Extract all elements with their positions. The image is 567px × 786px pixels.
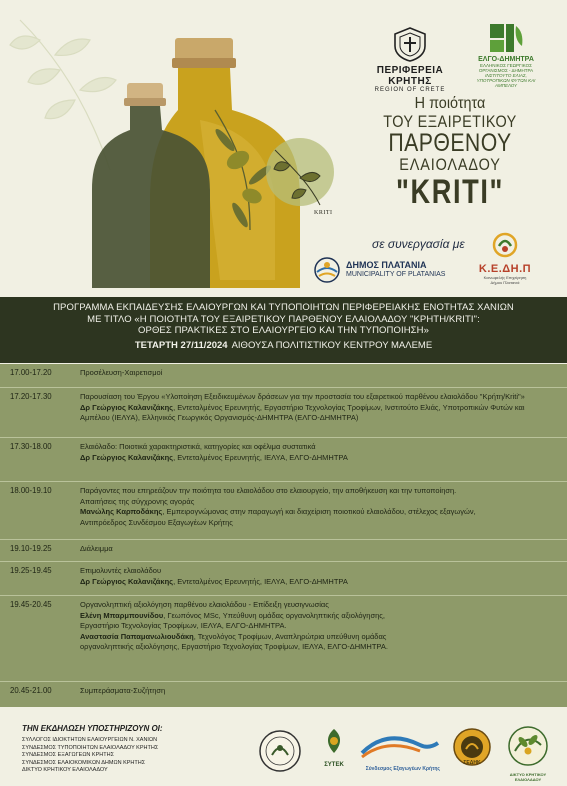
schedule-row xyxy=(0,388,567,438)
sedik-label: ΣΕΔΗΚ xyxy=(463,760,481,766)
speaker-name: Δρ Γεώργιος Καλανιζάκης xyxy=(80,452,174,462)
schedule-time: 17.00-17.20 xyxy=(10,368,52,377)
schedule-description xyxy=(80,442,558,463)
speaker-role: , Εντεταλμένος Ερευνητής, ΙΕΛΥΑ, ΕΛΓΟ-ΔΗΜΗΤΡΑ xyxy=(173,452,348,462)
platanias-subtitle: MUNICIPALITY OF PLATANIAS xyxy=(346,271,446,278)
program-line-2: ΜΕ ΤΙΤΛΟ «Η ΠΟΙΟΤΗΤΑ ΤΟΥ ΕΞΑΙΡΕΤΙΚΟΥ ΠΑΡΘΕΝΟΥ ΕΛΑΙΟΛΑΔΟΥ "ΚΡΗΤΗ/KRITI": xyxy=(87,313,480,325)
hero-section xyxy=(0,0,567,297)
schedule-table xyxy=(0,364,567,707)
schedule-time: 18.00-19.10 xyxy=(10,486,52,495)
olive-mill-association-seal-icon xyxy=(258,729,302,773)
supporters-title: ΤΗΝ ΕΚΔΗΛΩΣΗ ΥΠΟΣΤΗΡΙΖΟΥΝ ΟΙ: xyxy=(22,724,163,733)
region-of-crete-logo xyxy=(364,26,456,93)
schedule-speaker-line xyxy=(80,611,558,622)
schedule-topic-cont: Απαιτήσεις της σύγχρονης αγοράς xyxy=(80,496,195,506)
cretan-olive-oil-network-logo xyxy=(502,725,554,782)
sytek-emblem-icon xyxy=(321,727,347,757)
kedhp-emblem-icon xyxy=(490,232,520,258)
schedule-topic: Ελαιόλαδο: Ποιοτικά χαρακτηριστικά, κατηγορίες και οφέλιμα συστατικά xyxy=(80,442,316,451)
footer-supporters xyxy=(0,707,567,786)
partnership-label: σε συνεργασία με xyxy=(372,237,465,251)
schedule-speaker-line xyxy=(80,453,558,464)
schedule-speaker-affiliation: Εργαστήριο Τεχνολογίας Τροφίμων, ΙΕΛΥΑ, ΕΛΓΟ-ΔΗΜΗΤΡΑ. xyxy=(80,621,287,630)
event-date: ΤΕΤΑΡΤΗ 27/11/2024 xyxy=(134,339,228,351)
schedule-speaker-affiliation: Αμπέλου (ΙΕΛΥΑ), Ελληνικός Γεωργικός Οργανισμός-ΔΗΜΗΤΡΑ (ΕΛΓΟ-ΔΗΜΗΤΡΑ) xyxy=(80,413,359,422)
title-line-4: ΕΛΑΙΟΛΑΔΟΥ xyxy=(399,155,501,174)
schedule-topic: Συμπεράσματα-Συζήτηση xyxy=(80,686,166,695)
speaker-role: , Γεωπόνος MSc, Υπεύθυνη ομάδας οργανοληπτικής αξιολόγησης, xyxy=(163,610,385,620)
sponsor-logos xyxy=(252,725,557,780)
wheat-leaf-icon xyxy=(486,22,526,54)
program-line-3: ΟΡΘΕΣ ΠΡΑΚΤΙΚΕΣ ΣΤΟ ΕΛΑΙΟΥΡΓΕΙΟ ΚΑΙ ΤΗΝ ΤΥΠΟΠΟΙΗΣΗ» xyxy=(138,325,429,336)
schedule-row xyxy=(0,482,567,540)
speaker-name: Αναστασία Παπαμανωλιουδάκη xyxy=(80,631,194,641)
schedule-row xyxy=(0,596,567,682)
schedule-description xyxy=(80,368,558,379)
schedule-description xyxy=(80,566,558,587)
region-name: ΠΕΡΙΦΕΡΕΙΑ ΚΡΗΤΗΣ xyxy=(376,65,444,87)
schedule-time: 17.20-17.30 xyxy=(10,392,52,401)
sytek-logo xyxy=(314,727,354,768)
region-subtitle: REGION OF CRETE xyxy=(374,87,446,93)
supporter-item: ΣΥΝΔΕΣΜΟΣ ΕΛΑΙΟΚΟΜΙΚΩΝ ΔΗΜΩΝ ΚΡΗΤΗΣ xyxy=(22,759,146,766)
schedule-row xyxy=(0,364,567,388)
schedule-topic: Παρουσίαση του Έργου «Υλοποίηση Εξειδικευμένων δράσεων για την προστασία του εξαιρετικού παρθένου ελαιολάδου "Κρήτη/Kriti"» xyxy=(80,392,525,401)
schedule-topic: Επιμολυντές ελαιολάδου xyxy=(80,566,162,575)
kedhp-logo xyxy=(470,232,540,285)
supporter-item: ΔΙΚΤΥΟ ΚΡΗΤΙΚΟΥ ΕΛΑΙΟΛΑΔΟΥ xyxy=(22,767,108,773)
supporters-list xyxy=(22,737,158,775)
kedhp-subtitle-1: Κοινωφελής Επιχείρηση xyxy=(483,275,527,280)
greek-crest-icon xyxy=(393,26,427,62)
schedule-topic: Παράγοντες που επηρεάζουν την ποιότητα του ελαιολάδου στο ελαιουργείο, την αποθήκευση και την τυποποίηση. xyxy=(80,486,457,495)
schedule-row xyxy=(0,562,567,596)
schedule-topic: Οργανοληπτική αξιολόγηση παρθένου ελαιολάδου - Επίδειξη γευσιγνωσίας xyxy=(80,600,329,609)
sytek-label: ΣΥΤΕΚ xyxy=(324,762,344,768)
program-line-1: ΠΡΟΓΡΑΜΜΑ ΕΚΠΑΙΔΕΥΣΗΣ ΕΛΑΙΟΥΡΓΩΝ ΚΑΙ ΤΥΠΟΠΟΙΗΤΩΝ ΠΕΡΙΦΕΡΕΙΑΚΗΣ ΕΝΟΤΗΤΑΣ ΧΑΝΙΩΝ xyxy=(53,302,514,313)
title-line-1: Η ποιότητα xyxy=(414,95,486,112)
schedule-speaker-line xyxy=(80,403,558,414)
schedule-time: 20.45-21.00 xyxy=(10,686,52,695)
olive-oil-bottles-illustration xyxy=(0,0,340,297)
event-venue: ΑΙΘΟΥΣΑ ΠΟΛΙΤΙΣΤΙΚΟΥ ΚΕΝΤΡΟΥ ΜΑΛΕΜΕ xyxy=(231,339,433,351)
schedule-speaker-affiliation: Αντιπρόεδρος Συνδέσμου Εξαγωγέων Κρήτης xyxy=(80,517,233,527)
schedule-description xyxy=(80,486,558,528)
event-date-venue xyxy=(0,340,567,351)
supporter-item: ΣΥΝΔΕΣΜΟΣ ΕΞΑΓΩΓΕΩΝ ΚΡΗΤΗΣ xyxy=(22,752,114,758)
speaker-role: , Εντεταλμένος Ερευνητής, Εργαστήριο Τεχνολογίας Τροφίμων, Ινστιτούτο Ελιάς, Υποτροπικών Φυτών και xyxy=(173,402,525,412)
title-line-3: ΠΑΡΘΕΝΟΥ xyxy=(388,129,512,157)
kedhp-subtitle-2: Δήμου Πλατανιά xyxy=(490,280,520,285)
schedule-time: 19.10-19.25 xyxy=(10,544,52,553)
elgo-subtitle-2: ΟΡΓΑΝΙΣΜΟΣ - ΔΗΜΗΤΡΑ xyxy=(478,68,534,73)
exporters-wave-icon xyxy=(360,731,440,761)
speaker-name: Μανώλης Καρποδάκης xyxy=(80,507,163,516)
elgo-name: ΕΛΓΟ-ΔΗΜΗΤΡΑ xyxy=(478,56,534,63)
speaker-name: Ελένη Μπαρμπουνίδου xyxy=(80,610,164,620)
schedule-time: 19.25-19.45 xyxy=(10,566,52,575)
schedule-description xyxy=(80,686,558,697)
schedule-speaker-line xyxy=(80,632,558,643)
schedule-description xyxy=(80,392,558,424)
exporters-label: Σύνδεσμος Εξαγωγέων Κρήτης xyxy=(365,766,440,772)
schedule-time: 19.45-20.45 xyxy=(10,600,52,609)
speaker-role: , Εμπειρογνώμονας στην παραγωγή και διαχείριση ποιοτικού ελαιολάδου, στέλεχος εξαγωγών, xyxy=(162,507,476,516)
schedule-speaker-line xyxy=(80,577,558,588)
schedule-row xyxy=(0,682,567,707)
olive-network-emblem-icon xyxy=(505,725,551,767)
schedule-speaker-line xyxy=(80,507,558,518)
cretan-exporters-logo xyxy=(360,731,440,772)
event-title xyxy=(360,95,540,210)
elgo-subtitle-3: ΙΝΣΤΙΤΟΥΤΟ ΕΛΙΑΣ, xyxy=(485,73,527,78)
title-line-5: "KRITI" xyxy=(395,173,504,211)
schedule-description xyxy=(80,544,558,555)
schedule-row xyxy=(0,438,567,482)
kedhp-name: Κ.Ε.ΔΗ.Π xyxy=(478,263,532,275)
sedik-logo xyxy=(452,727,492,766)
speaker-name: Δρ Γεώργιος Καλανιζάκης xyxy=(80,402,174,412)
supporter-item: ΣΥΝΔΕΣΜΟΣ ΤΥΠΟΠΟΙΗΤΩΝ ΕΛΑΙΟΛΑΔΟΥ ΚΡΗΤΗΣ xyxy=(22,744,159,751)
speaker-role: , Εντεταλμένος Ερευνητής, ΙΕΛΥΑ, ΕΛΓΟ-ΔΗΜΗΤΡΑ xyxy=(173,576,348,586)
platanias-name: ΔΗΜΟΣ ΠΛΑΤΑΝΙΑ xyxy=(346,260,427,270)
title-line-2: ΤΟΥ ΕΞΑΙΡΕΤΙΚΟΥ xyxy=(383,112,517,131)
schedule-topic: Προσέλευση-Χαιρετισμοί xyxy=(80,368,163,377)
schedule-speaker-affiliation: οργανοληπτικής αξιολόγησης, Εργαστήριο Τεχνολογίας Τροφίμων, ΙΕΛΥΑ, ΕΛΓΟ-ΔΗΜΗΤΡΑ. xyxy=(80,642,388,651)
elgo-subtitle-4: ΥΠΟΤΡΟΠΙΚΩΝ ΦΥΤΩΝ ΚΑΙ ΑΜΠΕΛΟΥ xyxy=(476,78,536,88)
elgo-dimitra-logo xyxy=(470,22,542,88)
kriti-caption: KRITI xyxy=(314,210,333,216)
elgo-subtitle-1: ΕΛΛΗΝΙΚΟΣ ΓΕΩΡΓΙΚΟΣ xyxy=(480,63,532,68)
schedule-row xyxy=(0,540,567,562)
schedule-description xyxy=(80,600,558,653)
speaker-role: , Τεχνολόγος Τροφίμων, Αναπληρώτρια υπεύθυνη ομάδας xyxy=(193,631,387,641)
speaker-name: Δρ Γεώργιος Καλανιζάκης xyxy=(80,576,174,586)
supporter-item: ΣΥΛΛΟΓΟΣ ΙΔΙΟΚΤΗΤΩΝ ΕΛΑΙΟΥΡΓΕΙΩΝ Ν. ΧΑΝΙΩΝ xyxy=(22,737,158,743)
olive-network-label: ΔΙΚΤΥΟ ΚΡΗΤΙΚΟΥ ΕΛΑΙΟΛΑΔΟΥ xyxy=(509,772,547,782)
schedule-topic: Διάλειμμα xyxy=(80,544,113,553)
schedule-time: 17.30-18.00 xyxy=(10,442,52,451)
program-banner xyxy=(0,297,567,363)
platanias-municipality-logo xyxy=(312,256,452,284)
platanias-emblem-icon xyxy=(312,256,342,284)
